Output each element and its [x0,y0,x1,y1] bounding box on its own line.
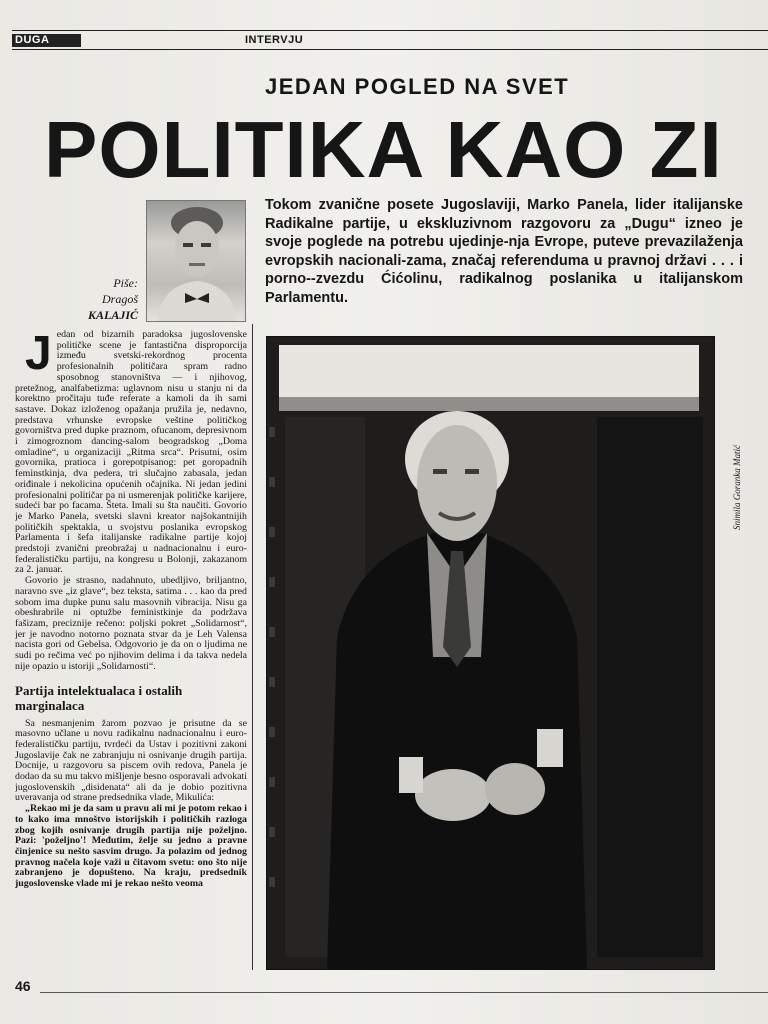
drop-cap: J [25,330,52,380]
page-number: 46 [15,978,31,994]
page-header [12,34,768,47]
byline-first-name: Dragoš [101,292,138,306]
header-bottom-rule [12,49,768,50]
byline-prefix: Piše: [113,276,138,290]
photo-marko-panela [267,337,714,969]
paragraph: Govorio je strasno, nadahnuto, ubedljivo, briljantno, naravno sve „iz glave“, bez teksta, satima . . . kao da pred sobom ima dupke punu salu masovnih vibracija. Nisu ga obeshrabrile ni optužbe feministkinje da podržava fašizam, preciznije rečeno: poljski pokret „Solidarnost“, jer je navodno notorno poznata stvar da je Leh Valensa nacista gori od Gebelsa. Odgovorio je da on o ljudima ne sudi po rečima već po njihovim delima i da takva nedela nije opazio u istoriji „Solidarnosti“. [15,575,247,672]
footer-rule [40,992,768,993]
magazine-name: DUGA [12,34,81,47]
article-lead: Tokom zvanične posete Jugoslaviji, Marko Panela, lider italijanske Radikalne partije, u ekskluzivnom razgovoru za „Dugu“ izneo je svoje poglede na potrebu ujedinje-nja Evrope, puteve prevazilaženja evropskih nacionali-zama, značaj referenduma u pravnoj državi . . . i porno--zvezdu Ćićolinu, radikalnog poslanika u italijanskom Parlamentu. [265,197,743,306]
byline [82,275,138,323]
first-paragraph [15,330,247,576]
section-name: INTERVJU [81,34,303,47]
header-top-rule [12,30,768,31]
column-rule [252,324,253,970]
byline-last-name: KALAJIĆ [87,308,138,322]
photo-credit: Snimila Goranka Matić [732,445,742,530]
article-photo [266,336,715,970]
paragraph: Sa nesmanjenim žarom pozvao je prisutne da se masovno učlane u novu radikalnu nadnacionalnu i euro-federalističku partiju, tvrdeći da Ustav i pozitivni zakoni Jugoslavije čak ne zabranjuju ni osnivanje drugih partija. Docnije, u razgovoru sa piscem ovih redova, Panela je dodao da su mu takvo mišljenje besno osporavali advokati jugoslovenskih „disidenata“ ali da je dobio pozitivna uveravanja od strane predsednika vlade, Mikulića: [15,717,247,804]
interview-quote: „Rekao mi je da sam u pravu ali mi je potom rekao i to kako ima mnoštvo istorijskih i političkih razloga zbog kojih osnivanje drugih partija nije poželjno. Pazi: 'poželjno'! Međutim, želje su jedno a pravne činjenice su nešto sasvim drugo. Ja polazim od jednog pravnog načela koje važi u čitavom svetu: ono što nije zabranjeno je dopušteno. Na kraju, predsednik jugoslovenske vlade mi je rekao nešto veoma [15,803,247,890]
author-portrait [146,200,246,322]
article-subhead: Partija intelektualaca i ostalih marginalaca [15,682,183,713]
article-column [15,330,247,975]
article-headline: POLITIKA KAO ZI [44,105,723,194]
paragraph-text: edan od bizarnih paradoksa jugoslovenske političke scene je fantastična disproporcija između svetski-rekordnog procenta profesionalnih političara spram radno sposobnog stanovništva — i njihovog, pretežnog, analfabetizma: uglavnom nisu u stanju ni da korektno pročitaju tuđe referate a kamoli da ih sami sastave. Dokaz izloženog opažanja pružila je, nedavno, predstava vrhunske evropske veštine političkog govorništva pred dupke praznom, ofucanom, depresivnom i zimogroznom dancing-salom beogradskog „Doma omladine“, u organizaciji „Ritma srca“. Prisutni, osim govornika, pratioca i gorepotpisanog: pet goropadnih feminstkinja, dva pedera, tri slučajno zabasala, jedan oriđinale i nekolicina opućenih očajnika. Ni jedan jedini profesionalni političar pa ni usmerenjak političke karijere, sudeći bar po facama. Šteta. Imali su šta naučiti. Govorio je Marko Panela, svetski slavni kreator najšokantnijih političkih spektakla, u svojstvu poslanika evropskog Parlamenta i šefa italijanske radikalne partije kojoj predstoji zvanični preobražaj u nadnacionalnu i euro-federalističku partiju, na kongresu u Bolonji, zakazanom za 2. januar. [15,330,247,576]
article-overline: JEDAN POGLED NA SVET [265,74,570,99]
